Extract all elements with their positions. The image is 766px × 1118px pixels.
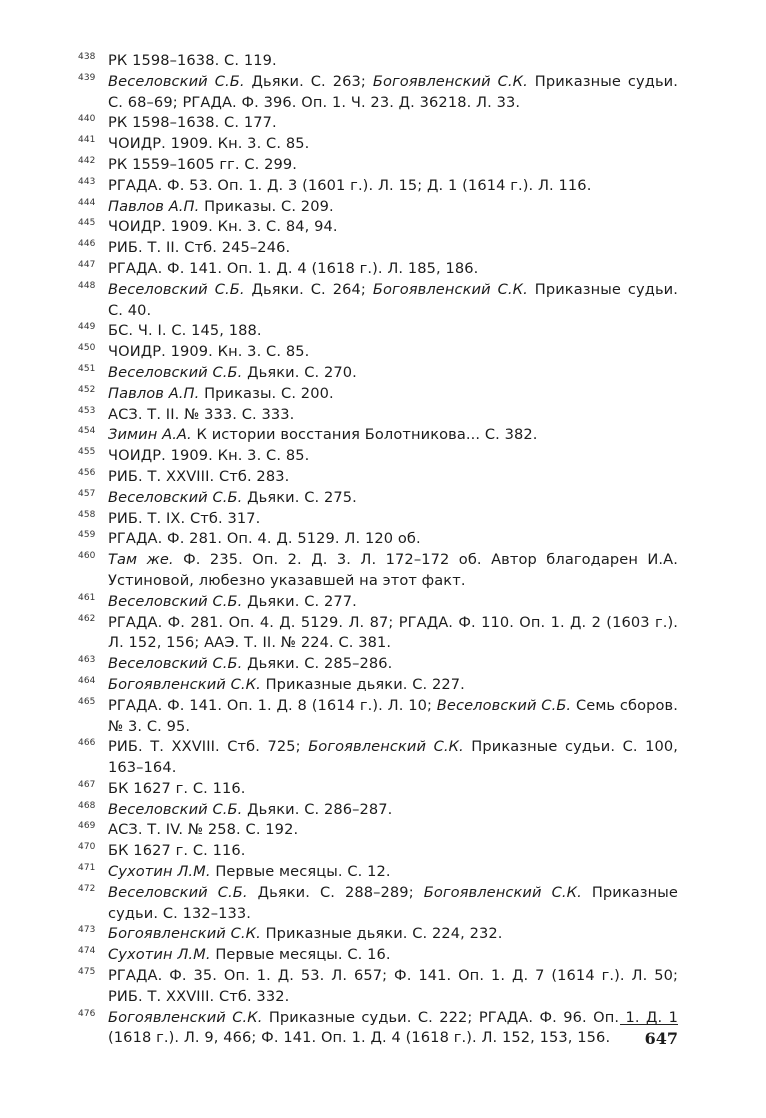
- citation-text: Приказные судьи. С. 100, 163–164.: [108, 738, 678, 777]
- footnote-text: [108, 446, 678, 467]
- footnote-number: 442: [78, 155, 96, 166]
- footnote-text: [108, 197, 678, 218]
- footnote-text: [108, 779, 678, 800]
- footnote-text: [108, 321, 678, 342]
- footnote-text: [108, 696, 678, 738]
- citation-text: Дьяки. С. 275.: [242, 488, 357, 506]
- footnote: [78, 72, 678, 114]
- footnote: [78, 820, 678, 841]
- footnote: [78, 800, 678, 821]
- citation-text: Приказные судьи. С. 132–133.: [108, 883, 679, 922]
- footnote-text: [108, 176, 678, 197]
- footnote-text: [108, 363, 678, 384]
- citation-text: РГАДА. Ф. 281. Оп. 4. Д. 5129. Л. 120 об.: [108, 530, 421, 548]
- citation-text: РК 1598–1638. С. 119.: [108, 52, 277, 69]
- footnote: [78, 883, 678, 925]
- author-name: Там же.: [108, 551, 174, 569]
- footnote: [78, 654, 678, 675]
- footnote-text: [108, 280, 678, 322]
- footnote-text: [108, 924, 678, 945]
- footnote: [78, 779, 678, 800]
- footnote-number: 460: [78, 551, 96, 562]
- footnote: [78, 363, 678, 384]
- citation-text: Приказы. С. 209.: [199, 197, 334, 215]
- footnote-text: [108, 966, 678, 1008]
- footnote-number: 471: [78, 863, 96, 874]
- author-name: Богоявленский С.К.: [372, 72, 528, 90]
- footnote-number: 457: [78, 488, 96, 499]
- author-name: Богоявленский С.К.: [108, 925, 261, 943]
- footnote-number: 476: [78, 1008, 96, 1019]
- footnote: [78, 321, 678, 342]
- citation-text: РИБ. Т. XXVIII. Стб. 725;: [108, 738, 309, 756]
- footnote-number: 468: [78, 800, 96, 811]
- footnote: [78, 509, 678, 530]
- citation-text: Дьяки. С. 288–289;: [247, 883, 424, 901]
- footnote-text: [108, 467, 678, 488]
- footnote: [78, 737, 678, 779]
- footnote: [78, 113, 678, 134]
- footnote: [78, 467, 678, 488]
- footnote-text: [108, 800, 678, 821]
- footnote: [78, 841, 678, 862]
- citation-text: К истории восстания Болотникова... С. 382.: [191, 426, 538, 444]
- footnote-text: [108, 342, 678, 363]
- citation-text: Приказные судьи. С. 40.: [108, 280, 678, 319]
- footnote-text: [108, 862, 678, 883]
- citation-text: РИБ. Т. II. Стб. 245–246.: [108, 239, 291, 257]
- footnote-text: [108, 259, 678, 280]
- author-name: Богоявленский С.К.: [108, 1008, 263, 1026]
- citation-text: Первые месяцы. С. 12.: [210, 863, 391, 881]
- footnote-number: 474: [78, 946, 96, 957]
- citation-text: БК 1627 г. С. 116.: [108, 779, 246, 797]
- footnote: [78, 945, 678, 966]
- footnote: [78, 425, 678, 446]
- footnote-text: [108, 509, 678, 530]
- footnote-text: [108, 592, 678, 613]
- footnote-number: 454: [78, 426, 96, 437]
- footnote-list: [78, 51, 678, 1049]
- footnote-number: 473: [78, 925, 96, 936]
- citation-text: РГАДА. Ф. 141. Оп. 1. Д. 4 (1618 г.). Л. 185, 186.: [108, 259, 479, 277]
- footnote-number: 447: [78, 259, 96, 270]
- citation-text: Приказные дьяки. С. 227.: [260, 675, 465, 693]
- footnote: [78, 155, 678, 176]
- footnote-number: 465: [78, 696, 96, 707]
- footnote-text: [108, 1008, 678, 1050]
- footnote-number: 438: [78, 52, 96, 62]
- citation-text: Дьяки. С. 277.: [242, 592, 357, 610]
- citation-text: Приказные судьи. С. 222; РГАДА. Ф. 96. Оп. 1. Д. 1 (1618 г.). Л. 9, 466; Ф. 141. Оп. 1. Д. 4 (1618 г.). Л. 152, 153, 156.: [108, 1008, 678, 1047]
- footnote-number: 451: [78, 363, 96, 374]
- footnote-text: [108, 217, 678, 238]
- author-name: Веселовский С.Б.: [108, 72, 245, 90]
- citation-text: РГАДА. Ф. 141. Оп. 1. Д. 8 (1614 г.). Л. 10;: [108, 696, 437, 714]
- citation-text: ЧОИДР. 1909. Кн. 3. С. 85.: [108, 447, 310, 465]
- citation-text: РГАДА. Ф. 53. Оп. 1. Д. 3 (1601 г.). Л. 15; Д. 1 (1614 г.). Л. 116.: [108, 176, 592, 194]
- footnote: [78, 197, 678, 218]
- citation-text: Приказы. С. 200.: [199, 384, 334, 402]
- footnote-text: [108, 238, 678, 259]
- footnote-number: 466: [78, 738, 96, 749]
- footnote: [78, 1008, 678, 1050]
- footnote: [78, 51, 678, 72]
- footnote-text: [108, 72, 678, 114]
- page-number: 647: [644, 1029, 678, 1048]
- footnote: [78, 529, 678, 550]
- footnote: [78, 862, 678, 883]
- footnote-number: 443: [78, 176, 96, 187]
- footnote-number: 452: [78, 384, 96, 395]
- footnote: [78, 342, 678, 363]
- page-number-rule: [620, 1024, 678, 1025]
- footnote-number: 469: [78, 821, 96, 832]
- author-name: Богоявленский С.К.: [372, 280, 528, 298]
- footnote-text: [108, 425, 678, 446]
- citation-text: РГАДА. Ф. 281. Оп. 4. Д. 5129. Л. 87; РГАДА. Ф. 110. Оп. 1. Д. 2 (1603 г.). Л. 152, 156; ААЭ. Т. II. № 224. С. 381.: [108, 613, 678, 652]
- footnote-number: 446: [78, 239, 96, 250]
- footnote-number: 444: [78, 197, 96, 208]
- footnote: [78, 966, 678, 1008]
- footnote: [78, 488, 678, 509]
- author-name: Веселовский С.Б.: [108, 800, 243, 818]
- author-name: Веселовский С.Б.: [108, 655, 243, 673]
- footnote-text: [108, 820, 678, 841]
- author-name: Сухотин Л.М.: [108, 863, 211, 881]
- citation-text: РК 1559–1605 гг. С. 299.: [108, 155, 297, 173]
- footnote-number: 440: [78, 114, 96, 125]
- footnote-text: [108, 51, 678, 72]
- footnote-number: 449: [78, 322, 96, 333]
- author-name: Богоявленский С.К.: [308, 738, 464, 756]
- footnote-text: [108, 113, 678, 134]
- footnote-text: [108, 488, 678, 509]
- author-name: Павлов А.П.: [108, 197, 200, 215]
- footnote-number: 453: [78, 405, 96, 416]
- author-name: Зимин А.А.: [108, 426, 192, 444]
- footnote-text: [108, 675, 678, 696]
- footnote-number: 470: [78, 842, 96, 853]
- footnote-number: 458: [78, 509, 96, 520]
- footnote-number: 463: [78, 655, 96, 666]
- citation-text: Дьяки. С. 270.: [242, 363, 357, 381]
- citation-text: РК 1598–1638. С. 177.: [108, 114, 277, 132]
- footnote: [78, 924, 678, 945]
- author-name: Веселовский С.Б.: [108, 488, 243, 506]
- footnote: [78, 238, 678, 259]
- footnote-text: [108, 384, 678, 405]
- footnote-text: [108, 529, 678, 550]
- footnote: [78, 696, 678, 738]
- citation-text: ЧОИДР. 1909. Кн. 3. С. 84, 94.: [108, 218, 338, 236]
- citation-text: Приказные дьяки. С. 224, 232.: [260, 925, 503, 943]
- citation-text: Дьяки. С. 263;: [244, 72, 373, 90]
- footnote-text: [108, 613, 678, 655]
- footnote: [78, 280, 678, 322]
- citation-text: АСЗ. Т. II. № 333. С. 333.: [108, 405, 295, 423]
- author-name: Веселовский С.Б.: [108, 592, 243, 610]
- footnote-number: 462: [78, 613, 96, 624]
- citation-text: Приказные судьи. С. 68–69; РГАДА. Ф. 396. Оп. 1. Ч. 23. Д. 36218. Л. 33.: [108, 72, 678, 111]
- footnote-number: 448: [78, 280, 96, 291]
- citation-text: Дьяки. С. 285–286.: [242, 655, 393, 673]
- footnote-number: 475: [78, 967, 96, 978]
- footnote-number: 439: [78, 72, 96, 83]
- footnote: [78, 176, 678, 197]
- citation-text: Ф. 235. Оп. 2. Д. 3. Л. 172–172 об. Автор благодарен И.А. Устиновой, любезно указавшей на этот факт.: [108, 551, 678, 589]
- footnote-number: 445: [78, 218, 96, 229]
- author-name: Богоявленский С.К.: [423, 883, 582, 901]
- footnote: [78, 259, 678, 280]
- citation-text: АСЗ. Т. IV. № 258. С. 192.: [108, 821, 299, 839]
- footnote-number: 467: [78, 779, 96, 790]
- citation-text: Дьяки. С. 264;: [244, 280, 373, 298]
- citation-text: РИБ. Т. IX. Стб. 317.: [108, 509, 261, 527]
- citation-text: БК 1627 г. С. 116.: [108, 842, 246, 860]
- footnote-number: 464: [78, 675, 96, 686]
- citation-text: ЧОИДР. 1909. Кн. 3. С. 85.: [108, 343, 310, 361]
- footnote: [78, 384, 678, 405]
- footnote-text: [108, 737, 678, 779]
- footnote: [78, 675, 678, 696]
- footnote: [78, 405, 678, 426]
- footnote-number: 459: [78, 530, 96, 541]
- footnote-number: 461: [78, 592, 96, 603]
- footnote: [78, 613, 678, 655]
- citation-text: Семь сборов. № 3. С. 95.: [108, 696, 678, 735]
- citation-text: ЧОИДР. 1909. Кн. 3. С. 85.: [108, 135, 310, 153]
- footnote-text: [108, 405, 678, 426]
- footnote-number: 456: [78, 467, 96, 478]
- footnote: [78, 592, 678, 613]
- author-name: Веселовский С.Б.: [108, 280, 245, 298]
- author-name: Богоявленский С.К.: [108, 675, 261, 693]
- footnote-number: 472: [78, 883, 96, 894]
- footnote-text: [108, 883, 678, 925]
- author-name: Веселовский С.Б.: [108, 363, 243, 381]
- footnote: [78, 217, 678, 238]
- footnote-text: [108, 550, 678, 592]
- author-name: Павлов А.П.: [108, 384, 200, 402]
- footnote: [78, 446, 678, 467]
- author-name: Веселовский С.Б.: [436, 696, 572, 714]
- footnote: [78, 134, 678, 155]
- citation-text: Первые месяцы. С. 16.: [210, 946, 391, 964]
- footnote-number: 455: [78, 447, 96, 458]
- footnote: [78, 550, 678, 592]
- footnote-text: [108, 945, 678, 966]
- citation-text: РГАДА. Ф. 35. Оп. 1. Д. 53. Л. 657; Ф. 141. Оп. 1. Д. 7 (1614 г.). Л. 50; РИБ. Т. XXVIII. Стб. 332.: [108, 967, 678, 1005]
- citation-text: Дьяки. С. 286–287.: [242, 800, 393, 818]
- footnote-text: [108, 155, 678, 176]
- citation-text: БС. Ч. I. С. 145, 188.: [108, 322, 262, 340]
- author-name: Сухотин Л.М.: [108, 946, 211, 964]
- footnote-text: [108, 134, 678, 155]
- author-name: Веселовский С.Б.: [108, 883, 248, 901]
- footnote-text: [108, 654, 678, 675]
- citation-text: РИБ. Т. XXVIII. Стб. 283.: [108, 467, 290, 485]
- footnote-number: 441: [78, 135, 96, 146]
- footnote-number: 450: [78, 343, 96, 354]
- footnote-text: [108, 841, 678, 862]
